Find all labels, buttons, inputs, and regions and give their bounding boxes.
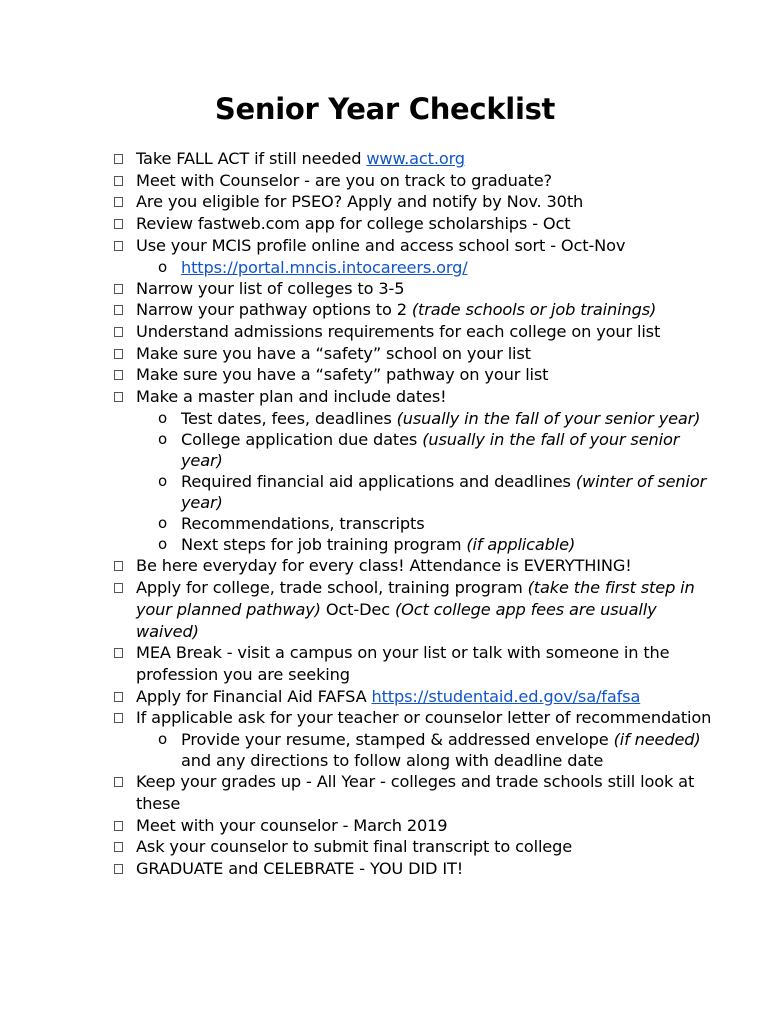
checkbox-icon[interactable]: [114, 284, 123, 294]
sub-item: [113, 471, 713, 513]
item-note: (winter of senior year): [181, 472, 707, 513]
checkbox-icon[interactable]: [114, 864, 123, 874]
sub-bullet: o: [158, 535, 168, 554]
checkbox-icon[interactable]: [114, 197, 123, 207]
checklist-item: [113, 771, 713, 814]
item-text: Make sure you have a “safety” school on your list: [136, 343, 531, 363]
item-text: GRADUATE and CELEBRATE - YOU DID IT!: [136, 859, 464, 879]
sub-bullet: o: [158, 257, 168, 276]
checkbox-icon[interactable]: [114, 154, 123, 164]
checklist-item: [113, 707, 713, 729]
item-text: Be here everyday for every class! Attendance is EVERYTHING!: [136, 556, 632, 576]
checkbox-icon[interactable]: [114, 713, 123, 723]
checkbox-icon[interactable]: [114, 241, 123, 251]
checklist-item: [113, 343, 713, 365]
checklist-item: [113, 299, 713, 321]
checklist-item: [113, 686, 713, 708]
item-text: Understand admissions requirements for each college on your list: [136, 322, 661, 342]
sub-item: [113, 257, 713, 278]
checkbox-icon[interactable]: [114, 327, 123, 337]
item-text: Are you eligible for PSEO? Apply and notify by Nov. 30th: [136, 192, 584, 212]
item-text: Meet with Counselor - are you on track to graduate?: [136, 170, 552, 190]
item-text: Make sure you have a “safety” pathway on your list: [136, 365, 549, 385]
checklist: [113, 148, 713, 880]
checkbox-icon[interactable]: [114, 692, 123, 702]
checklist-item: [113, 836, 713, 858]
item-text: MEA Break - visit a campus on your list or talk with someone in the profession you are seeking: [136, 643, 670, 684]
item-link[interactable]: https://portal.mncis.intocareers.org/: [181, 257, 468, 277]
item-text: Take FALL ACT if still needed: [136, 149, 367, 168]
checklist-item: [113, 555, 713, 577]
item-note: (usually in the fall of your senior year): [181, 429, 680, 471]
item-text: Keep your grades up - All Year - colleges and trade schools still look at these: [136, 772, 695, 813]
checkbox-icon[interactable]: [114, 648, 123, 658]
sub-bullet: o: [158, 429, 168, 448]
item-note: (take the first step in your planned pathway): [136, 578, 695, 619]
item-text: Next steps for job training program: [181, 535, 467, 555]
item-text: Recommendations, transcripts: [181, 514, 425, 534]
item-text: Provide your resume, stamped & addressed envelope: [181, 730, 614, 750]
item-text: Required financial aid applications and deadlines: [181, 472, 576, 492]
item-note: (if needed): [613, 730, 701, 750]
checkbox-icon[interactable]: [114, 305, 123, 315]
checkbox-icon[interactable]: [114, 370, 123, 380]
sub-item: [113, 429, 713, 471]
checkbox-icon[interactable]: [114, 777, 123, 787]
item-text: Oct-Dec: [320, 599, 395, 619]
item-text: Ask your counselor to submit final transcript to college: [136, 837, 573, 857]
item-text: Review fastweb.com app for college scholarships - Oct: [136, 214, 571, 234]
checkbox-icon[interactable]: [114, 561, 123, 571]
item-text: Apply for Financial Aid FAFSA: [136, 686, 372, 706]
checklist-item: [113, 364, 713, 386]
checkbox-icon[interactable]: [114, 842, 123, 852]
item-text: Narrow your pathway options to 2: [136, 300, 412, 320]
sub-bullet: o: [158, 514, 168, 533]
checkbox-icon[interactable]: [114, 821, 123, 831]
item-text: and any directions to follow along with deadline date: [181, 751, 604, 771]
checklist-item: [113, 148, 713, 170]
item-text: Make a master plan and include dates!: [136, 387, 447, 407]
checklist-item: [113, 191, 713, 213]
checklist-item: [113, 815, 713, 837]
sub-item: [113, 513, 713, 534]
item-text: Apply for college, trade school, training program: [136, 578, 528, 598]
item-text: Narrow your list of colleges to 3-5: [136, 278, 405, 298]
sub-item: [113, 534, 713, 555]
checklist-item: [113, 577, 713, 642]
sub-item: [113, 408, 713, 429]
checkbox-icon[interactable]: [114, 349, 123, 359]
checklist-item: [113, 170, 713, 192]
checkbox-icon[interactable]: [114, 392, 123, 402]
item-text: College application due dates: [181, 429, 423, 449]
item-link[interactable]: https://studentaid.ed.gov/sa/fafsa: [371, 686, 641, 706]
item-text: Test dates, fees, deadlines: [181, 408, 397, 428]
item-link[interactable]: www.act.org: [366, 149, 465, 168]
item-note: (trade schools or job trainings): [411, 300, 657, 320]
sub-bullet: o: [158, 472, 168, 491]
item-text: If applicable ask for your teacher or counselor letter of recommendation: [136, 708, 712, 728]
checklist-item: [113, 386, 713, 408]
checklist-item: [113, 213, 713, 235]
checkbox-icon[interactable]: [114, 219, 123, 229]
sub-item: [113, 729, 713, 771]
checklist-item: [113, 858, 713, 880]
checkbox-icon[interactable]: [114, 583, 123, 593]
checklist-item: [113, 278, 713, 300]
item-note: (Oct college app fees are usually waived): [136, 599, 657, 641]
sub-bullet: o: [158, 408, 168, 427]
checklist-item: [113, 642, 713, 685]
page-title: Senior Year Checklist: [214, 92, 556, 126]
checkbox-icon[interactable]: [114, 176, 123, 186]
sub-bullet: o: [158, 730, 168, 749]
checklist-item: [113, 235, 713, 257]
item-note: (if applicable): [466, 535, 576, 555]
item-text: Use your MCIS profile online and access school sort - Oct-Nov: [136, 235, 626, 255]
checklist-item: [113, 321, 713, 343]
item-note: (usually in the fall of your senior year): [396, 408, 701, 428]
item-text: Meet with your counselor - March 2019: [136, 815, 448, 835]
